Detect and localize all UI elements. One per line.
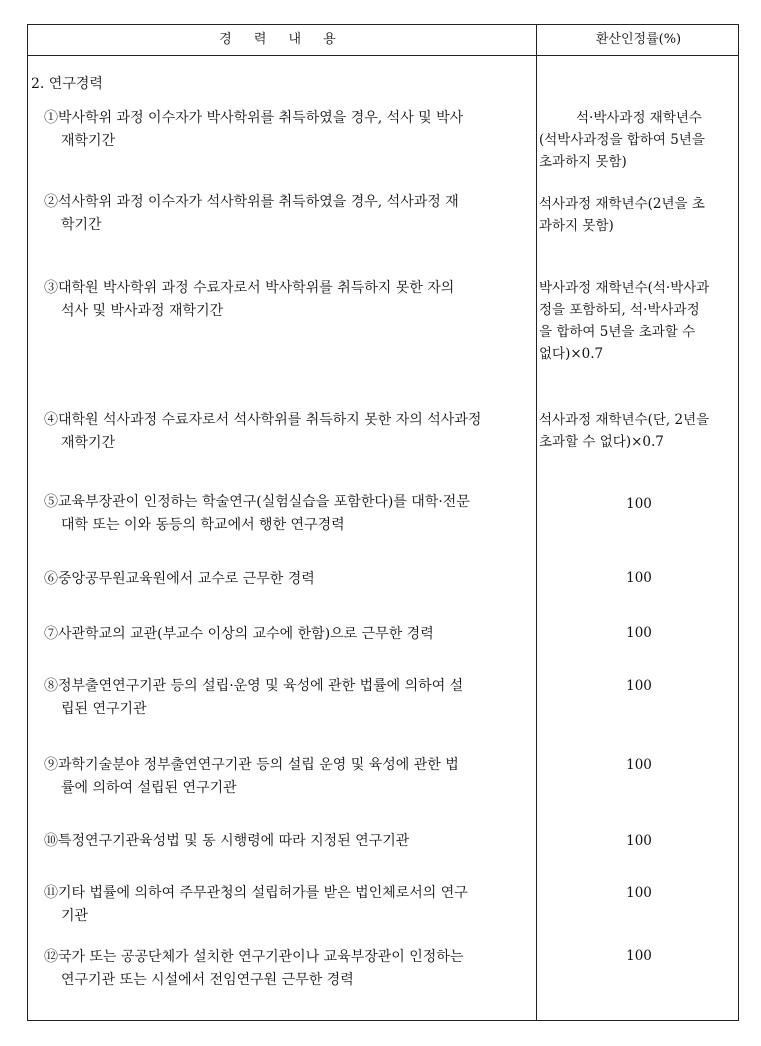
conversion-rate-line: 석·박사과정 재학년수 bbox=[576, 110, 702, 126]
conversion-rate bbox=[539, 754, 739, 776]
conversion-rate-line: 100 bbox=[626, 885, 652, 901]
conversion-rate-line: 100 bbox=[626, 496, 652, 512]
career-item bbox=[44, 107, 534, 153]
conversion-rate bbox=[539, 622, 739, 644]
career-item bbox=[44, 191, 534, 237]
career-item-line: ②석사학위 과정 이수자가 석사학위를 취득하였을 경우, 석사과정 재 bbox=[44, 194, 459, 210]
career-item bbox=[44, 754, 534, 800]
career-item-line: 률에 의하여 설립된 연구기관 bbox=[61, 780, 237, 796]
conversion-rate-line: 100 bbox=[626, 678, 652, 694]
conversion-rate-line: (석박사과정을 합하여 5년을 bbox=[539, 132, 705, 148]
career-item-line: ⑩특정연구기관육성법 및 동 시행령에 따라 지정된 연구기관 bbox=[44, 833, 410, 849]
career-item bbox=[44, 882, 534, 928]
career-item-line: ⑧정부출연연구기관 등의 설립·운영 및 육성에 관한 법률에 의하여 설 bbox=[44, 678, 464, 694]
header-career-content: 경 력 내 용 bbox=[219, 32, 345, 47]
conversion-rate bbox=[539, 882, 739, 904]
table-header bbox=[28, 25, 738, 56]
career-item-line: 재학기간 bbox=[61, 133, 116, 149]
conversion-rate-line: 100 bbox=[626, 757, 652, 773]
career-item-line: ④대학원 석사과정 수료자로서 석사학위를 취득하지 못한 자의 석사과정 bbox=[44, 412, 482, 428]
conversion-rate bbox=[539, 830, 739, 852]
conversion-rate bbox=[539, 945, 739, 967]
career-item bbox=[44, 675, 534, 721]
career-item-line: ③대학원 박사학위 과정 수료자로서 박사학위를 취득하지 못한 자의 bbox=[44, 280, 455, 296]
conversion-rate-line: 100 bbox=[626, 625, 652, 641]
conversion-rate-line: 석사과정 재학년수(단, 2년을 bbox=[539, 412, 710, 428]
career-item-line: 대학 또는 이와 동등의 학교에서 행한 연구경력 bbox=[61, 517, 345, 533]
conversion-rate bbox=[539, 107, 739, 173]
career-item-line: 재학기간 bbox=[61, 435, 116, 451]
conversion-rate-line: 석사과정 재학년수(2년을 초 bbox=[539, 196, 705, 212]
career-table bbox=[27, 24, 739, 1021]
conversion-rate-line: 초과하지 못함) bbox=[539, 154, 627, 170]
section-title: 2. 연구경력 bbox=[31, 76, 103, 92]
conversion-rate-line: 100 bbox=[626, 570, 652, 586]
career-item-line: ⑫국가 또는 공공단체가 설치한 연구기관이나 교육부장관이 인정하는 bbox=[44, 949, 464, 965]
career-item-line: ⑤교육부장관이 인정하는 학술연구(실험실습을 포함한다)를 대학·전문 bbox=[44, 494, 470, 510]
conversion-rate bbox=[539, 409, 739, 453]
career-item bbox=[44, 623, 534, 646]
career-item-line: ⑨과학기술분야 정부출연연구기관 등의 설립 운영 및 육성에 관한 법 bbox=[44, 757, 459, 773]
conversion-rate bbox=[539, 277, 739, 365]
career-item-line: 립된 연구기관 bbox=[61, 701, 147, 717]
conversion-rate bbox=[539, 675, 739, 697]
conversion-rate bbox=[539, 567, 739, 589]
header-conversion-rate: 환산인정률(%) bbox=[595, 32, 682, 47]
conversion-rate-line: 을 합하여 5년을 초과할 수 bbox=[539, 324, 696, 340]
conversion-rate-line: 박사과정 재학년수(석·박사과 bbox=[539, 280, 710, 296]
career-item-line: 학기간 bbox=[61, 217, 102, 233]
career-item bbox=[44, 568, 534, 591]
conversion-rate-line: 초과할 수 없다)×0.7 bbox=[539, 434, 664, 450]
career-item-line: ①박사학위 과정 이수자가 박사학위를 취득하였을 경우, 석사 및 박사 bbox=[44, 110, 464, 126]
career-item-line: 기관 bbox=[61, 908, 89, 924]
conversion-rate-line: 정을 포함하되, 석·박사과정 bbox=[539, 302, 700, 318]
career-item-line: ⑦사관학교의 교관(부교수 이상의 교수에 한함)으로 근무한 경력 bbox=[44, 626, 434, 642]
career-item-line: 연구기관 또는 시설에서 전임연구원 근무한 경력 bbox=[61, 972, 354, 988]
career-item bbox=[44, 946, 534, 992]
career-item-line: ⑥중앙공무원교육원에서 교수로 근무한 경력 bbox=[44, 571, 315, 587]
conversion-rate-line: 과하지 못함) bbox=[539, 218, 614, 234]
conversion-rate-line: 100 bbox=[626, 833, 652, 849]
career-item bbox=[44, 409, 534, 455]
career-item bbox=[44, 491, 534, 537]
conversion-rate bbox=[539, 493, 739, 515]
career-item bbox=[44, 830, 534, 853]
career-item bbox=[44, 277, 534, 323]
career-item-line: ⑪기타 법률에 의하여 주무관청의 설립허가를 받은 법인체로서의 연구 bbox=[44, 885, 468, 901]
conversion-rate bbox=[539, 193, 739, 237]
column-divider bbox=[536, 25, 537, 1020]
conversion-rate-line: 100 bbox=[626, 948, 652, 964]
career-item-line: 석사 및 박사과정 재학기간 bbox=[61, 303, 224, 319]
conversion-rate-line: 없다)×0.7 bbox=[539, 346, 604, 362]
